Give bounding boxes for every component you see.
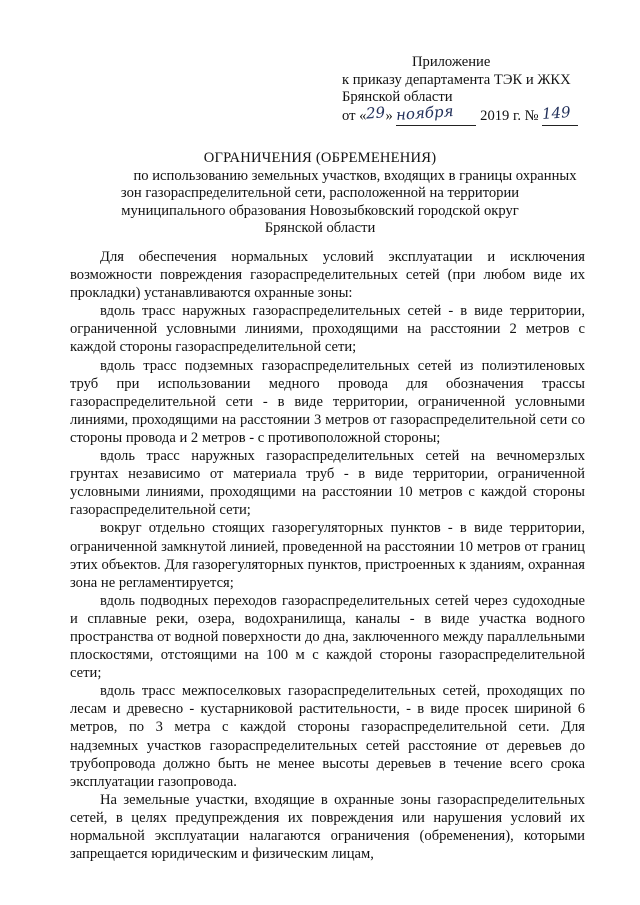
appendix-date-line — [342, 101, 578, 127]
title-line: Брянской области — [264, 220, 376, 237]
appendix-order-ref: к приказу департамента ТЭК и ЖКХ — [342, 71, 571, 88]
appendix-block — [342, 54, 578, 126]
appendix-title: Приложение — [412, 54, 491, 70]
appendix-region: Брянской области — [342, 89, 453, 105]
date-day-handwritten: 29 — [365, 102, 387, 123]
title-main: ОГРАНИЧЕНИЯ (ОБРЕМЕНЕНИЯ) — [203, 150, 437, 166]
title-line: муниципального образования Новозыбковский городской округ — [121, 202, 519, 219]
body-paragraph: На земельные участки, входящие в охранные зоны газораспределительных сетей, в целях предупреждения их повреждения или нарушения условий их нормальной эксплуатации налагаются ограничения (обременения), которыми запрещается юридическим и физическим лицам, — [70, 791, 585, 863]
order-number-field — [541, 102, 578, 127]
body-paragraph: Для обеспечения нормальных условий эксплуатации и исключения возможности повреждения газораспределительных сетей (при любом виде их прокладки) устанавливаются охранные зоны: — [70, 249, 585, 302]
document-title — [0, 150, 640, 238]
body-paragraph: вдоль подводных переходов газораспределительных сетей через судоходные и сплавные реки, озера, водохранилища, каналы - в виде участка водного пространства от водной поверхности до дна, заключенного между параллельными плоскостями, отстоящими на 100 м с каждой стороны газораспределительной сети; — [70, 592, 585, 682]
body-paragraph: вокруг отдельно стоящих газорегуляторных пунктов - в виде территории, ограниченной замкнутой линией, проведенной на расстоянии 10 метров от границ этих объектов. Для газорегуляторных пунктов, пристроенных к зданиям, охранная зона не регламентируется; — [70, 520, 585, 591]
date-year: 2019 г. № — [480, 107, 539, 124]
date-quote-close: » — [385, 107, 393, 124]
date-prefix: от « — [342, 107, 367, 124]
body-paragraph: вдоль трасс межпоселковых газораспределительных сетей, проходящих по лесам и древесно - кустарниковой растительности, - в виде просек шириной 6 метров, по 3 метра с каждой стороны газораспределительной сети. Для надземных участков газораспределительных сетей расстояние от деревьев до трубопровода должно быть не менее высоты деревьев в течение всего срока эксплуатации газопровода. — [70, 683, 585, 790]
order-number-handwritten: 149 — [541, 102, 572, 123]
title-line: по использованию земельных участков, входящих в границы охранных — [133, 167, 577, 184]
date-month-field — [395, 101, 476, 127]
body-paragraph: вдоль трасс подземных газораспределительных сетей из полиэтиленовых труб при использовании медного провода для обозначения трассы газораспределительной сети - в виде территории, ограниченной условными линиями, проходящими на расстоянии 3 метров от газораспределительной сети со стороны провода и 2 метров - с противоположной стороны; — [70, 357, 585, 446]
document-body — [70, 248, 585, 863]
title-line: зон газораспределительной сети, расположенной на территории — [120, 185, 520, 202]
body-paragraph: вдоль трасс наружных газораспределительных сетей на вечномерзлых грунтах независимо от материала труб - в виде территории, ограниченной условными линиями, проходящими на расстоянии 10 метров с каждой стороны газораспределительной сети; — [70, 448, 585, 519]
date-month-handwritten: ноября — [395, 101, 455, 124]
body-paragraph: вдоль трасс наружных газораспределительных сетей - в виде территории, ограниченной условными линиями, проходящими на расстоянии 2 метров с каждой стороны газораспределительной сети; — [70, 303, 585, 356]
